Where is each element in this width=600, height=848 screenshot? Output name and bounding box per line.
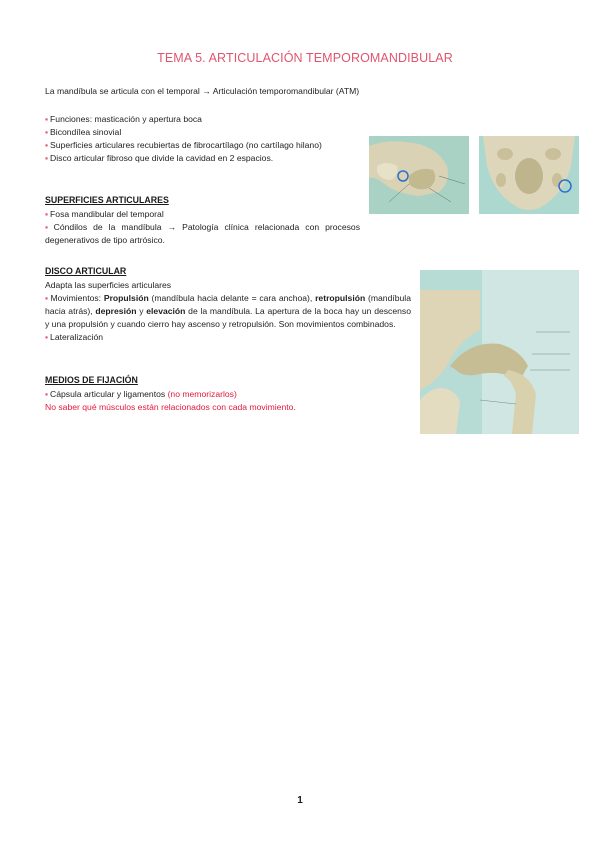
- list-item: [45, 208, 360, 221]
- medios-list: [45, 388, 411, 414]
- intro-text-after: Articulación temporomandibular (ATM): [212, 86, 360, 96]
- list-item: [45, 292, 411, 331]
- section-heading-disco: DISCO ARTICULAR: [45, 266, 127, 276]
- warning-text: No saber qué músculos están relacionados con cada movimiento.: [45, 402, 296, 412]
- list-item: [45, 221, 360, 247]
- bullet-icon: ▪: [45, 127, 49, 137]
- skull-inferior-figure: [479, 136, 579, 214]
- term-propulsion: Propulsión: [103, 293, 149, 303]
- text-span: Movimientos:: [50, 293, 104, 303]
- arrow-text: →: [167, 222, 177, 232]
- superficies-list: [45, 208, 360, 247]
- bullet-icon: ▪: [45, 114, 49, 124]
- text-span: (mandíbula hacia atrás),: [45, 293, 411, 316]
- list-item: [45, 113, 363, 126]
- term-retropulsion: retropulsión: [315, 293, 366, 303]
- skull-lateral-figure: [369, 136, 469, 214]
- list-item-text: Disco articular fibroso que divide la cavidad en 2 espacios.: [50, 153, 274, 163]
- list-item-text: Patología clínica relacionada con procesos degenerativos de tipo artrósico.: [45, 222, 361, 245]
- note-red: (no memorizarlos): [167, 389, 237, 399]
- list-item: [45, 152, 363, 165]
- term-elevacion: elevación: [146, 306, 186, 316]
- disco-list: [45, 279, 411, 344]
- bullet-icon: ▪: [45, 293, 49, 303]
- list-item-text: Funciones: masticación y apertura boca: [50, 114, 202, 124]
- bullet-icon: ▪: [45, 153, 49, 163]
- text-span: y: [136, 306, 147, 316]
- list-item-text: Bicondílea sinovial: [50, 127, 122, 137]
- list-item-text: Cápsula articular y ligamentos: [50, 389, 168, 399]
- list-item-text: Lateralización: [50, 332, 104, 342]
- section-heading-medios: MEDIOS DE FIJACIÓN: [45, 375, 138, 385]
- page-title: TEMA 5. ARTICULACIÓN TEMPOROMANDIBULAR: [157, 51, 453, 65]
- list-item: [45, 139, 363, 152]
- disco-adapta: Adapta las superficies articulares: [45, 280, 172, 290]
- bullet-icon: ▪: [45, 332, 49, 342]
- intro-text-before: La mandíbula se articula con el temporal: [45, 86, 200, 96]
- bullet-icon: ▪: [45, 209, 49, 219]
- list-item: [45, 331, 411, 344]
- bullet-icon: ▪: [45, 222, 52, 232]
- list-item: [45, 126, 363, 139]
- list-item-text: Fosa mandibular del temporal: [50, 209, 164, 219]
- bullet-icon: ▪: [45, 140, 49, 150]
- section-heading-superficies: SUPERFICIES ARTICULARES: [45, 195, 169, 205]
- text-span: (mandíbula hacia delante = cara anchoa),: [148, 293, 316, 303]
- list-item-text: Cóndilos de la mandíbula: [53, 222, 162, 232]
- bullet-icon: ▪: [45, 389, 49, 399]
- intro-arrow: →: [202, 86, 211, 96]
- text-span: de la mandíbula. La apertura de la boca hay un descenso y una propulsión y cuando cierro hay ascenso y retropulsión. Son movimientos combinados.: [45, 306, 411, 329]
- list-item: [45, 388, 411, 401]
- funciones-list: [45, 113, 363, 165]
- tmj-disc-figure: [420, 270, 579, 434]
- intro-paragraph: [45, 85, 465, 98]
- term-depresion: depresión: [95, 306, 137, 316]
- page-number: 1: [297, 795, 303, 806]
- list-item-text: Superficies articulares recubiertas de fibrocartílago (no cartílago hilano): [50, 140, 322, 150]
